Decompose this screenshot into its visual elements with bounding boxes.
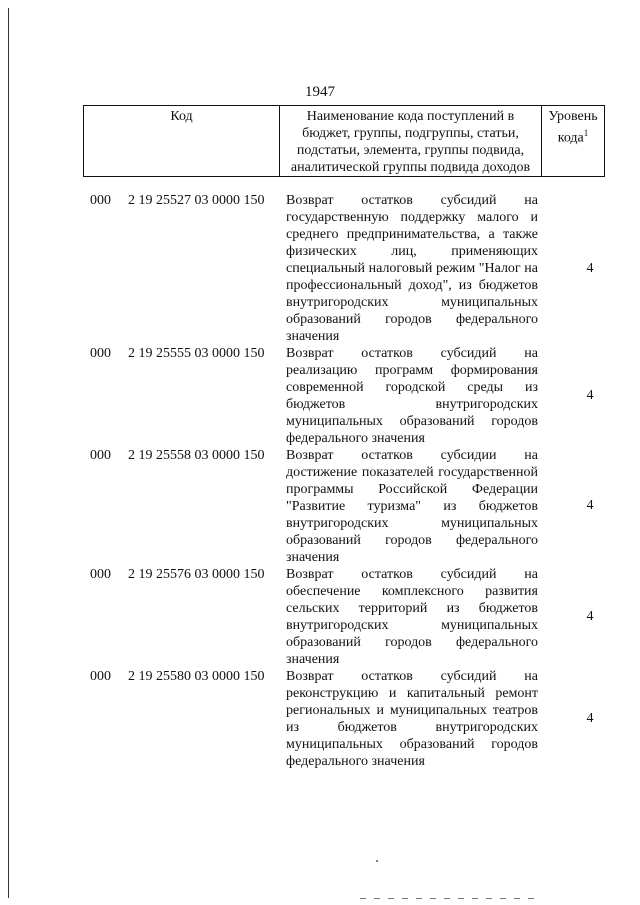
admin-code: 000 <box>90 448 111 463</box>
table-row <box>90 447 594 566</box>
table-row <box>90 192 594 345</box>
table-row <box>90 566 594 668</box>
admin-code: 000 <box>90 346 111 361</box>
income-name: Возврат остатков субсидий на реализацию программ формирования современной городской среды из бюджетов внутригородских муниципальных образований городов федерального значения <box>286 346 538 446</box>
income-name: Возврат остатков субсидий на реконструкцию и капитальный ремонт региональных и муниципальных театров из бюджетов внутригородских муниципальных образований городов федерального значения <box>286 669 538 769</box>
income-name: Возврат остатков субсидии на достижение показателей государственной программы Российской Федерации "Развитие туризма" из бюджетов внутригородских муниципальных образований городов федерального значения <box>286 448 538 565</box>
code-level: 4 <box>586 609 594 624</box>
admin-code: 000 <box>90 567 111 582</box>
income-name: Возврат остатков субсидий на государственную поддержку малого и среднего предпринимательства, а также физических лиц, применяющих специальный налоговый режим "Налог на профессиональный доход", из бюджетов внутригородских муниципальных образований городов федерального значения <box>286 193 538 344</box>
income-name: Возврат остатков субсидий на обеспечение комплексного развития сельских территорий из бюджетов внутригородских муниципальных образований городов федерального значения <box>286 567 538 667</box>
header-level-label: Уровень кода <box>548 109 598 146</box>
table-row <box>90 668 594 770</box>
budget-code: 2 19 25580 03 0000 150 <box>128 669 265 684</box>
admin-code: 000 <box>90 193 111 208</box>
scan-artifact <box>360 898 540 899</box>
code-level: 4 <box>586 711 594 726</box>
budget-code: 2 19 25558 03 0000 150 <box>128 448 265 463</box>
header-name: Наименование кода поступлений в бюджет, группы, подгруппы, статьи, подстатьи, элемента, группы подвида, аналитической группы подвида доходов <box>280 106 542 176</box>
budget-code: 2 19 25527 03 0000 150 <box>128 193 265 208</box>
header-level <box>542 106 604 176</box>
scan-speck <box>376 860 378 862</box>
code-level: 4 <box>586 388 594 403</box>
table-header <box>83 105 605 177</box>
table-row <box>90 345 594 447</box>
code-level: 4 <box>586 261 594 276</box>
footnote-marker: 1 <box>583 128 589 138</box>
page-number: 1947 <box>305 84 335 100</box>
budget-code: 2 19 25576 03 0000 150 <box>128 567 265 582</box>
table-body <box>90 192 594 770</box>
admin-code: 000 <box>90 669 111 684</box>
budget-code: 2 19 25555 03 0000 150 <box>128 346 265 361</box>
code-level: 4 <box>586 498 594 513</box>
header-code: Код <box>84 106 280 176</box>
